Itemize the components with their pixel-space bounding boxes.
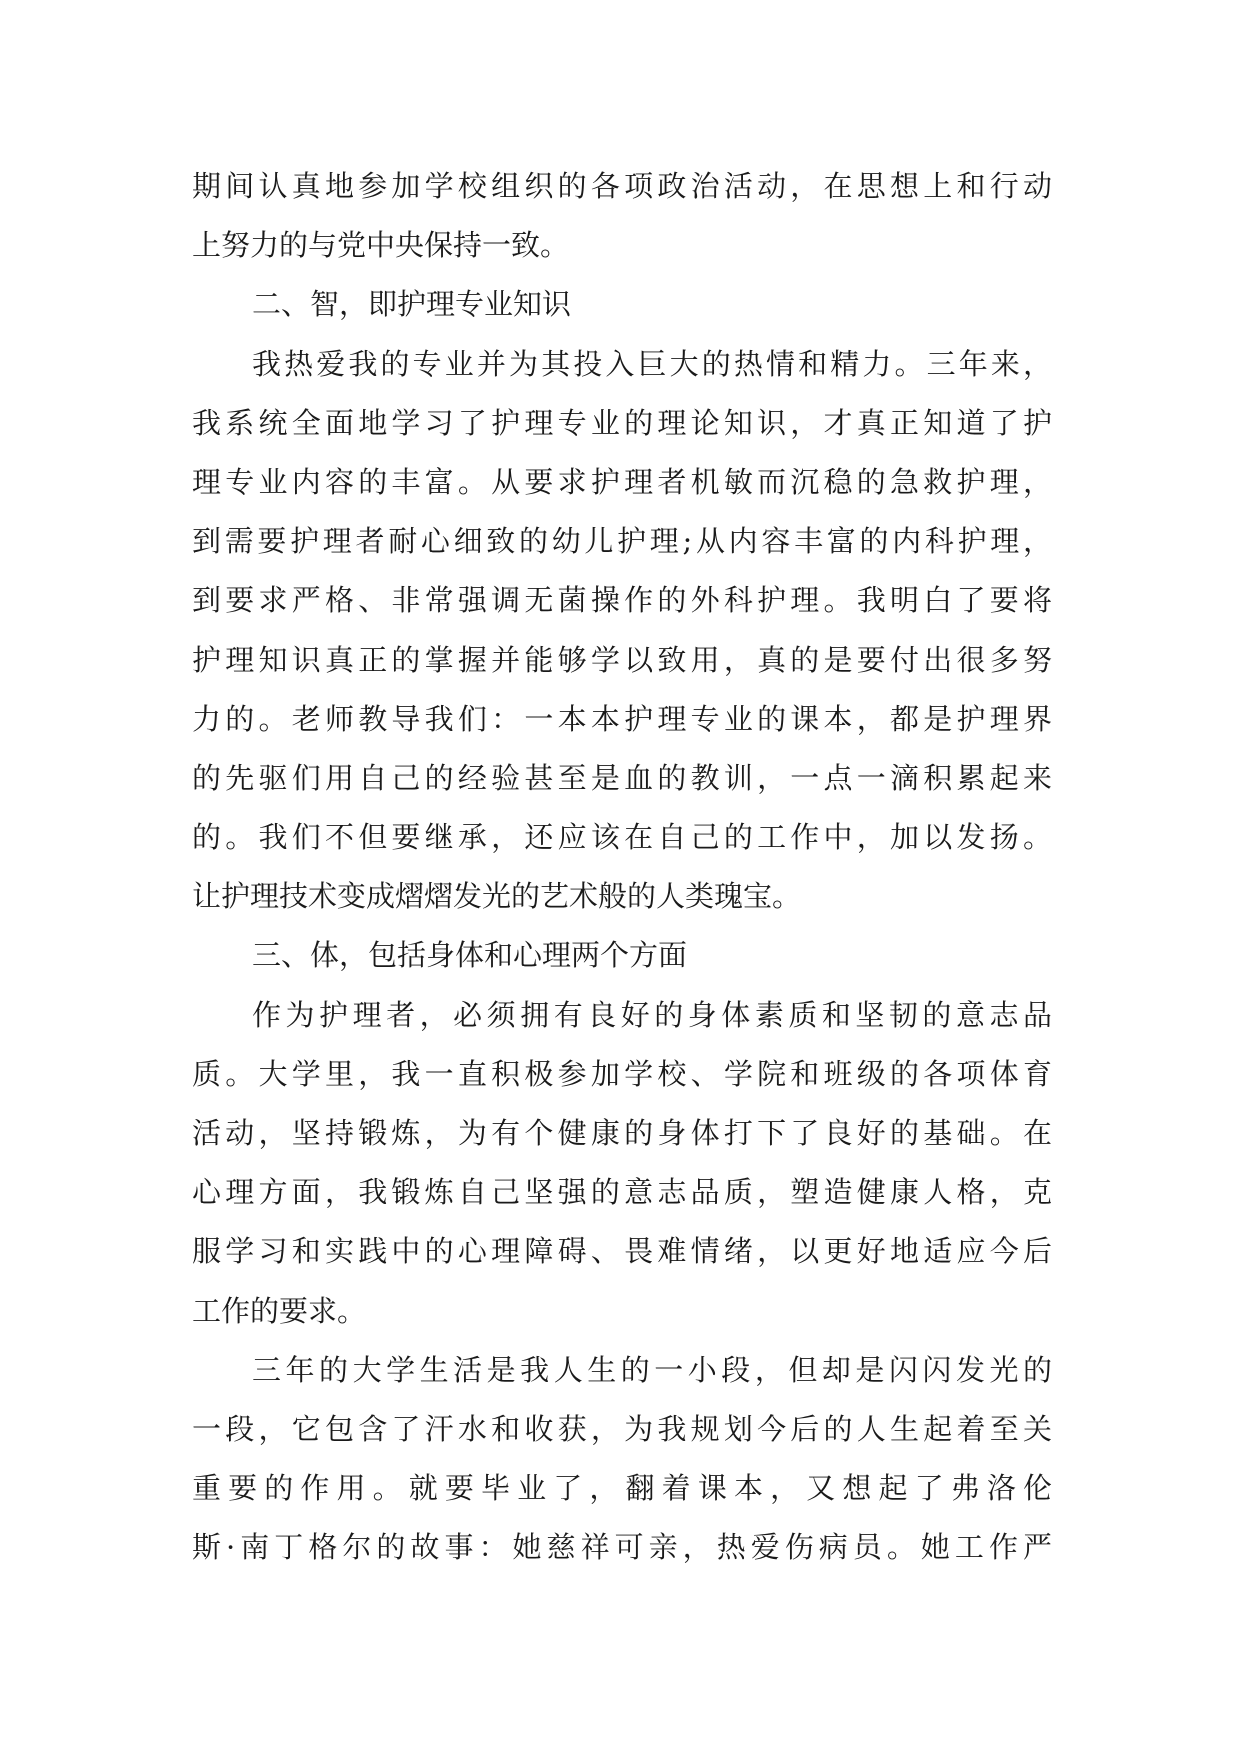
text-line: 工作的要求。 [192, 1293, 367, 1328]
text-line: 让护理技术变成熠熠发光的艺术般的人类瑰宝。 [192, 879, 802, 914]
text-line: 三、体，包括身体和心理两个方面 [252, 938, 688, 973]
text-line: 我系统全面地学习了护理专业的理论知识，才真正知道了护 [192, 405, 1052, 440]
text-line: 斯·南丁格尔的故事：她慈祥可亲，热爱伤病员。她工作严 [192, 1530, 1052, 1565]
text-line: 质。大学里，我一直积极参加学校、学院和班级的各项体育 [192, 1056, 1052, 1091]
text-line: 力的。老师教导我们：一本本护理专业的课本，都是护理界 [192, 701, 1052, 736]
text-line: 活动，坚持锻炼，为有个健康的身体打下了良好的基础。在 [192, 1116, 1052, 1150]
text-line: 服学习和实践中的心理障碍、畏难情绪，以更好地适应今后 [192, 1234, 1052, 1269]
text-line: 期间认真地参加学校组织的各项政治活动，在思想上和行动 [192, 169, 1052, 203]
document-page [192, 157, 1052, 1578]
text-line: 重要的作用。就要毕业了，翻着课本，又想起了弗洛伦 [192, 1471, 1052, 1506]
text-line: 理专业内容的丰富。从要求护理者机敏而沉稳的急救护理， [192, 464, 1052, 499]
text-line: 护理知识真正的掌握并能够学以致用，真的是要付出很多努 [192, 642, 1052, 677]
text-line: 上努力的与党中央保持一致。 [192, 228, 570, 263]
text-line: 到需要护理者耐心细致的幼儿护理;从内容丰富的内科护理， [192, 524, 1052, 559]
text-line: 一段，它包含了汗水和收获，为我规划今后的人生起着至关 [192, 1411, 1052, 1446]
text-line: 我热爱我的专业并为其投入巨大的热情和精力。三年来， [252, 346, 1052, 381]
text-line: 作为护理者，必须拥有良好的身体素质和坚韧的意志品 [252, 997, 1052, 1032]
text-line: 心理方面，我锻炼自己坚强的意志品质，塑造健康人格，克 [192, 1175, 1052, 1210]
text-line: 二、智，即护理专业知识 [252, 287, 572, 322]
text-line: 三年的大学生活是我人生的一小段，但却是闪闪发光的 [252, 1352, 1052, 1387]
text-line: 的。我们不但要继承，还应该在自己的工作中，加以发扬。 [192, 820, 1052, 855]
text-line: 到要求严格、非常强调无菌操作的外科护理。我明白了要将 [192, 583, 1052, 618]
text-line: 的先驱们用自己的经验甚至是血的教训，一点一滴积累起来 [192, 760, 1052, 795]
